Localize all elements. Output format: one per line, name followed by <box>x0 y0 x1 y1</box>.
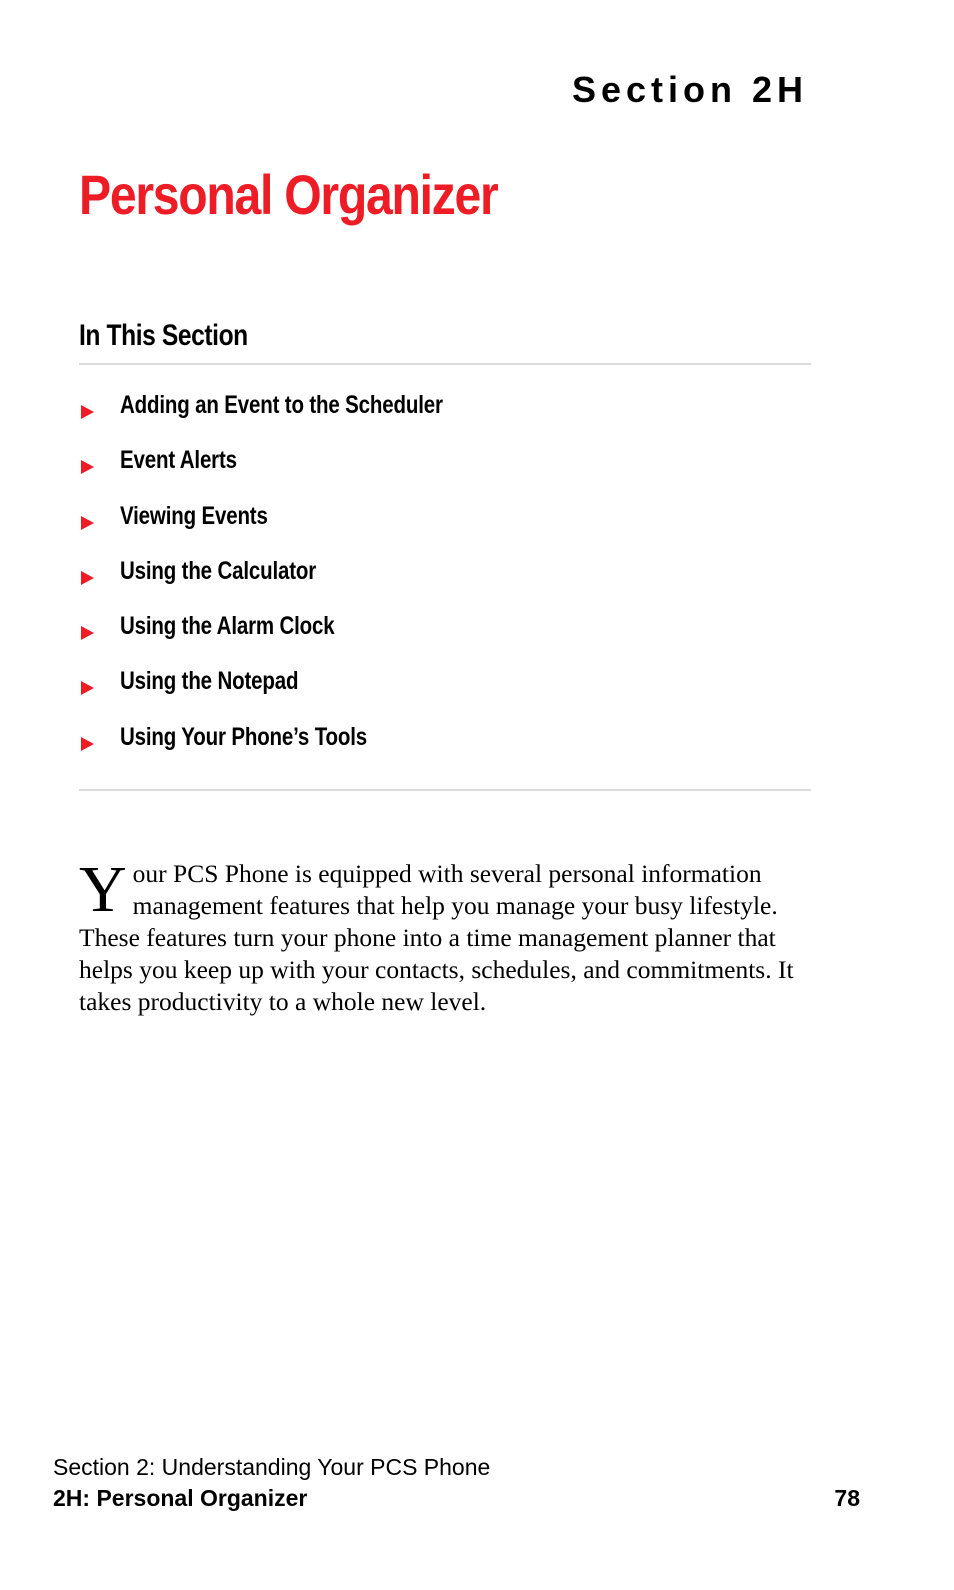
in-this-section-heading: In This Section <box>79 319 248 352</box>
toc-item-event-alerts[interactable] <box>79 438 811 493</box>
footer-section-name: Section 2: Understanding Your PCS Phone <box>53 1454 491 1480</box>
toc-item-notepad[interactable] <box>79 659 811 714</box>
bullet-arrow-icon <box>81 626 94 640</box>
toc-item-phone-tools[interactable] <box>79 715 811 770</box>
toc-item-viewing-events[interactable] <box>79 494 811 549</box>
bullet-arrow-icon <box>81 405 94 419</box>
section-contents-list <box>79 383 811 770</box>
toc-item-label: Viewing Events <box>120 501 268 530</box>
intro-text: our PCS Phone is equipped with several personal information management features that help you manage your busy lifestyle. These features turn your phone into a time management planner that helps you keep up with your contacts, schedules, and commitments. It takes productivity to a whole new level. <box>79 859 794 1016</box>
toc-item-label: Using the Alarm Clock <box>120 612 335 641</box>
toc-item-label: Event Alerts <box>120 446 237 475</box>
bullet-arrow-icon <box>81 737 94 751</box>
chapter-title: Personal Organizer <box>79 163 498 226</box>
drop-cap: Y <box>79 853 127 926</box>
bottom-divider <box>79 789 811 791</box>
toc-item-adding-event[interactable] <box>79 383 811 438</box>
bullet-arrow-icon <box>81 460 94 474</box>
bullet-arrow-icon <box>81 571 94 585</box>
toc-item-label: Adding an Event to the Scheduler <box>120 391 443 419</box>
bullet-arrow-icon <box>81 681 94 695</box>
toc-item-label: Using Your Phone’s Tools <box>120 722 368 751</box>
footer-chapter-name: 2H: Personal Organizer <box>53 1485 308 1511</box>
intro-paragraph <box>79 853 814 1018</box>
bullet-arrow-icon <box>81 516 94 530</box>
toc-item-alarm-clock[interactable] <box>79 604 811 659</box>
toc-item-label: Using the Notepad <box>120 667 299 696</box>
section-label: Section 2H <box>571 69 808 110</box>
toc-item-calculator[interactable] <box>79 549 811 604</box>
toc-item-label: Using the Calculator <box>120 556 317 585</box>
top-divider <box>79 363 811 365</box>
page-number: 78 <box>834 1485 860 1511</box>
